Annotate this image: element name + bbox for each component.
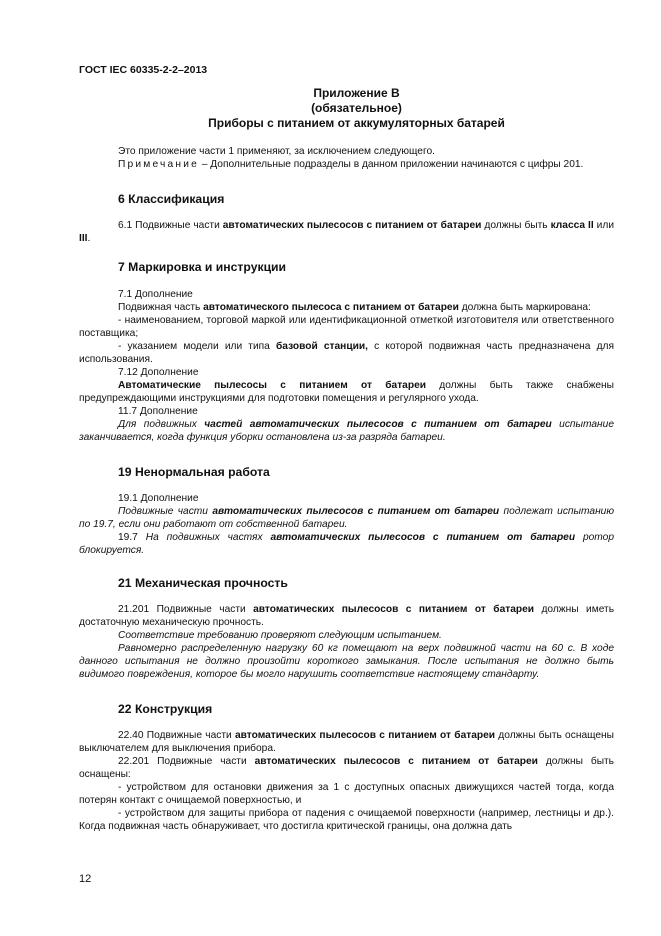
defined-term: частей автоматических пылесосов с питанием от батареи — [204, 419, 552, 430]
appendix-status: (обязательное) — [311, 101, 402, 115]
defined-term: базовой станции, — [275, 341, 368, 352]
text-run: должны быть оснащены: — [79, 756, 614, 780]
text-run: - указанием модели или типа — [118, 341, 276, 352]
section-heading-6: 6 Классификация — [118, 192, 225, 206]
text-run: Равномерно распределенную нагрузку 60 кг помещают на верх подвижной части на 60 с. В ходе данного испытания не должно произойти короткого замыкания. После испытания не должно быть видимого повреждения, которое бы могло нарушить соответствие настоящему стандарту. — [79, 643, 614, 680]
clause-11-7-body — [79, 418, 614, 444]
text-run: На подвижных частях — [145, 532, 271, 543]
defined-term: Автоматические пылесосы с питанием от батареи — [118, 380, 427, 391]
standard-header: ГОСТ IEC 60335-2-2–2013 — [79, 64, 208, 76]
clause-21-201 — [79, 603, 614, 629]
text-run: Подвижные части — [118, 506, 213, 517]
appendix-subtitle: Приборы с питанием от аккумуляторных батарей — [208, 116, 505, 130]
clause-7-12-body — [79, 379, 614, 405]
section-heading-7: 7 Маркировка и инструкции — [118, 260, 287, 274]
text-run: испытание заканчивается, когда функция уборки остановлена из-за разряда батареи. — [79, 419, 614, 443]
clause-22-40 — [79, 729, 614, 755]
clause-7-12-caption: 7.12 Дополнение — [118, 367, 199, 378]
text-run: 22.40 Подвижные части — [118, 730, 235, 741]
text-run: . — [87, 233, 91, 244]
section-heading-22: 22 Конструкция — [118, 702, 213, 716]
marking-item-1: - наименованием, торговой маркой или идентификационной отметкой изготовителя или ответственного поставщика; — [79, 315, 614, 339]
text-run: 22.201 Подвижные части — [118, 756, 255, 767]
page-number: 12 — [79, 873, 92, 885]
defined-term: автоматических пылесосов с питанием от батареи — [212, 506, 500, 517]
text-run: 6.1 Подвижные части — [118, 220, 223, 231]
text-run: должна быть маркирована: — [458, 302, 591, 313]
defined-term: автоматических пылесосов с питанием от батареи — [270, 532, 576, 543]
text-run: Подвижная часть — [118, 302, 204, 313]
text-run: должны быть также снабжены предупреждающими инструкциями для подготовки помещения и регулярного ухода. — [79, 380, 614, 404]
defined-term: автоматических пылесосов с питанием от батареи — [234, 730, 496, 741]
intro-paragraph: Это приложение части 1 применяют, за исключением следующего. — [118, 146, 435, 157]
defined-term: автоматических пылесосов с питанием от батареи — [254, 756, 538, 767]
construction-item-2: - устройством для защиты прибора от падения с очищаемой поверхности (например, лестницы и др.). Когда подвижная часть обнаруживает, что достигла критической границы, она должна дать — [79, 808, 614, 832]
defined-term: класса II — [550, 220, 594, 231]
note-label: Примечание — [118, 159, 199, 170]
section-heading-19: 19 Ненормальная работа — [118, 465, 270, 479]
text-run: ротор блокируется. — [79, 532, 615, 556]
note-text: – Дополнительные подразделы в данном приложении начинаются с цифры 201. — [198, 159, 584, 170]
text-run: должны иметь достаточную механическую прочность. — [79, 604, 614, 628]
appendix-title: Приложение В — [313, 86, 400, 100]
construction-item-1: - устройством для остановки движения за 1 с доступных опасных движущихся частей тогда, когда потерян контакт с очищаемой поверхностью, и — [79, 782, 614, 806]
clause-22-201 — [79, 755, 614, 781]
clause-19-1-body — [79, 505, 614, 531]
clause-6-1 — [79, 219, 614, 245]
clause-19-7 — [79, 531, 614, 557]
text-run: должны быть — [481, 220, 551, 231]
text-run: подлежат испытанию по 19.7, если они работают от собственной батареи. — [79, 506, 614, 530]
text-run: 21.201 Подвижные части — [118, 604, 254, 615]
text-run: Для подвижных — [118, 419, 205, 430]
text-run: или — [593, 220, 615, 231]
intro-note — [79, 158, 614, 171]
defined-term: автоматических пылесосов с питанием от батареи — [222, 220, 482, 231]
test-procedure — [79, 642, 614, 681]
test-compliance — [79, 629, 614, 642]
document-body — [79, 145, 614, 833]
text-run: должны быть оснащены выключателем для выключения прибора. — [79, 730, 614, 754]
text-run: с которой подвижная часть предназначена для использования. — [79, 341, 614, 365]
clause-19-1-caption: 19.1 Дополнение — [118, 493, 199, 504]
marking-item-2 — [79, 340, 614, 366]
text-run: Соответствие требованию проверяют следующим испытанием. — [118, 630, 442, 641]
defined-term: автоматического пылесоса с питанием от батареи — [203, 302, 459, 313]
defined-term: III — [79, 233, 88, 244]
defined-term: автоматических пылесосов с питанием от батареи — [253, 604, 535, 615]
clause-7-1-body — [79, 301, 614, 314]
clause-7-1-caption: 7.1 Дополнение — [118, 289, 193, 300]
clause-11-7-caption: 11.7 Дополнение — [118, 406, 198, 417]
appendix-title-block — [79, 86, 634, 131]
clause-number: 19.7 — [118, 532, 146, 543]
section-heading-21: 21 Механическая прочность — [118, 576, 288, 590]
